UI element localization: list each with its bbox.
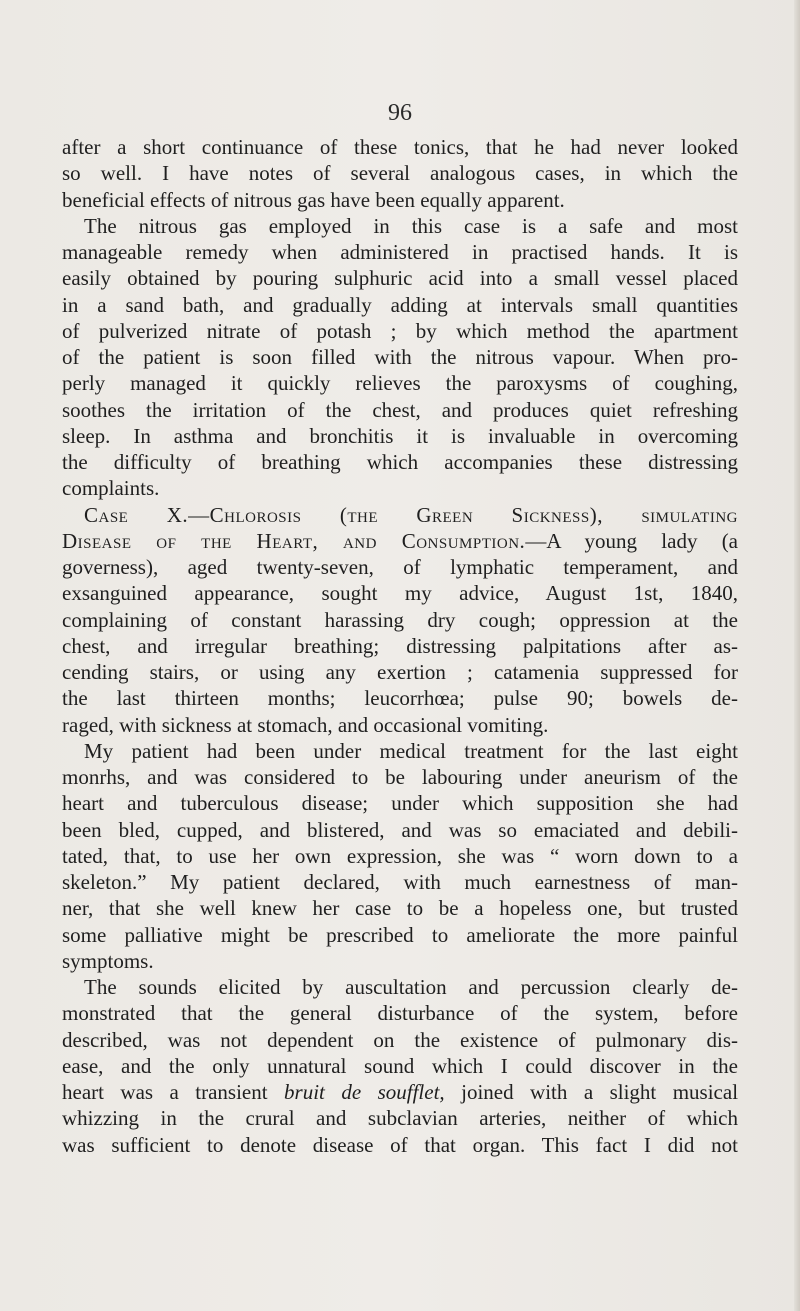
text-line: whizzing in the crural and subclavian arteries, neither of which	[62, 1106, 738, 1131]
text-line: sleep. In asthma and bronchitis it is invaluable in overcoming	[62, 423, 738, 448]
text-line: described, was not dependent on the existence of pulmonary dis-	[62, 1027, 738, 1052]
text-line: beneficial effects of nitrous gas have been equally apparent.	[62, 187, 565, 212]
text-line: My patient had been under medical treatment for the last eight	[84, 738, 738, 763]
text-line: soothes the irritation of the chest, and produces quiet refreshing	[62, 397, 738, 422]
text-line	[62, 528, 738, 554]
text-line: The sounds elicited by auscultation and percussion clearly de-	[84, 975, 738, 999]
text-line: skeleton.” My patient declared, with much earnestness of man-	[62, 870, 738, 894]
text-line: raged, with sickness at stomach, and occasional vomiting.	[62, 712, 549, 737]
text-line: heart and tuberculous disease; under which supposition she had	[62, 791, 738, 816]
text-line: in a sand bath, and gradually adding at intervals small quantities	[62, 292, 738, 317]
text-line: ease, and the only unnatural sound which I could discover in the	[62, 1053, 738, 1078]
text-segment: —A young lady (a	[525, 528, 739, 553]
page-edge	[794, 0, 800, 1311]
text-line: cending stairs, or using any exertion ; catamenia suppressed for	[62, 660, 738, 684]
text-line: monrhs, and was considered to be labouring under aneurism of the	[62, 765, 738, 789]
text-line: been bled, cupped, and blistered, and was so emaciated and debili-	[62, 817, 738, 842]
text-line: symptoms.	[62, 948, 154, 973]
text-line	[62, 1079, 738, 1105]
text-line: after a short continuance of these tonics, that he had never looked	[62, 135, 738, 159]
text-line: was sufficient to denote disease of that organ. This fact I did not	[62, 1132, 738, 1157]
text-line: ner, that she well knew her case to be a hopeless one, but trusted	[62, 896, 738, 921]
text-line: easily obtained by pouring sulphuric acid into a small vessel placed	[62, 266, 738, 291]
text-segment: heart was a transient	[62, 1080, 268, 1104]
text-line: of the patient is soon filled with the nitrous vapour. When pro-	[62, 345, 738, 369]
text-segment: joined with a slight musical	[461, 1080, 739, 1104]
body-text	[62, 134, 738, 1158]
text-line: governess), aged twenty-seven, of lymphatic temperament, and	[62, 555, 738, 579]
text-line: manageable remedy when administered in practised hands. It is	[62, 240, 738, 264]
text-line: of pulverized nitrate of potash ; by which method the apartment	[62, 318, 738, 343]
text-line: some palliative might be prescribed to ameliorate the more painful	[62, 922, 738, 947]
text-line: complaints.	[62, 476, 160, 501]
text-line: the difficulty of breathing which accompanies these distressing	[62, 450, 738, 474]
text-line: perly managed it quickly relieves the paroxysms of coughing,	[62, 371, 738, 396]
text-line: tated, that, to use her own expression, she was “ worn down to a	[62, 843, 738, 868]
case-heading-line: Case X.—Chlorosis (the Green Sickness), simulating	[84, 502, 738, 527]
text-line: exsanguined appearance, sought my advice, August 1st, 1840,	[62, 581, 738, 606]
text-line: complaining of constant harassing dry cough; oppression at the	[62, 607, 738, 632]
text-line: the last thirteen months; leucorrhœa; pulse 90; bowels de-	[62, 686, 738, 711]
text-line: chest, and irregular breathing; distressing palpitations after as-	[62, 633, 738, 658]
page-number: 96	[388, 100, 412, 126]
case-heading-end: Disease of the Heart, and Consumption.	[62, 528, 526, 553]
text-line: monstrated that the general disturbance of the system, before	[62, 1001, 738, 1026]
text-line: The nitrous gas employed in this case is a safe and most	[84, 213, 738, 238]
italic-term: bruit de soufflet,	[284, 1080, 445, 1104]
text-line: so well. I have notes of several analogous cases, in which the	[62, 161, 738, 186]
